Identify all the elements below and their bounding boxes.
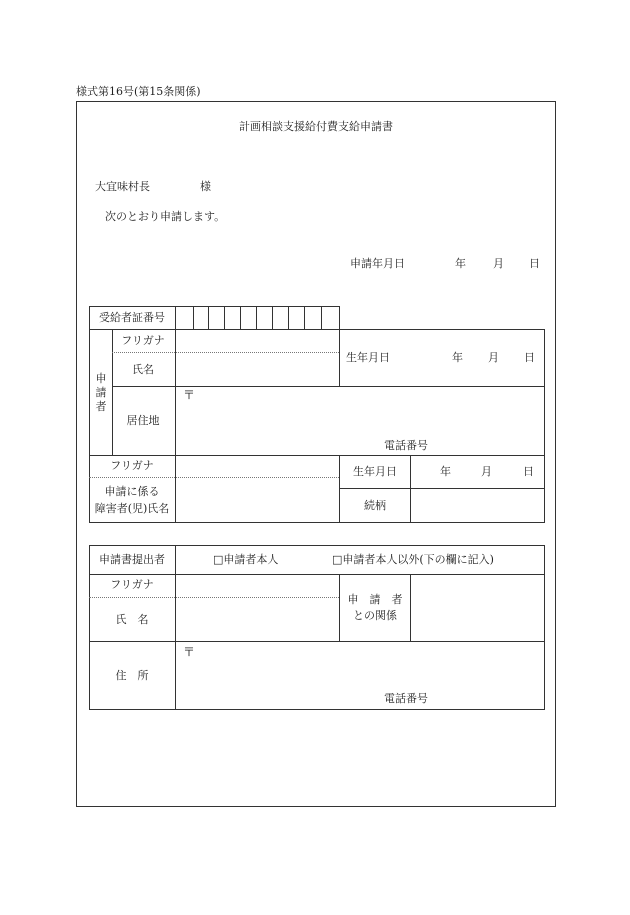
addressee-honorific: 様 [200,180,211,193]
submitter-address-field[interactable] [176,642,544,709]
intro-text: 次のとおり申請します。 [105,210,226,223]
applicant-birth-year[interactable]: 年 [452,351,463,364]
submitter-address-label: 住 所 [115,669,149,682]
disabled-name-label-1: 申請に係る [104,485,160,498]
submitter-option-self[interactable]: □申請者本人 [213,553,279,566]
disabled-relation-label: 続柄 [364,499,386,512]
submitter-relation-field[interactable] [411,575,544,641]
applicant-birth-label: 生年月日 [346,351,390,364]
form-number: 様式第16号(第15条関係) [76,85,201,98]
applicant-address-field[interactable] [176,387,544,455]
applicant-side-label: 申 請 者 [95,372,107,413]
application-date-year[interactable]: 年 [455,257,466,270]
disabled-furigana-label: フリガナ [110,459,154,472]
disabled-birth-year[interactable]: 年 [440,465,451,478]
form-title: 計画相談支援給付費支給申請書 [239,120,393,133]
disabled-birth-month[interactable]: 月 [481,465,492,478]
submitter-relation-label-1: 申 請 者 [347,593,403,606]
application-date-label: 申請年月日 [350,257,405,270]
disabled-name-field[interactable] [176,456,339,522]
applicant-postal-mark: 〒 [183,388,196,402]
submitter-postal-mark: 〒 [183,645,196,659]
applicant-address-label: 居住地 [126,414,160,427]
application-date-month[interactable]: 月 [493,257,504,270]
submitter-furigana-label: フリガナ [110,578,154,591]
disabled-birth-day[interactable]: 日 [523,465,534,478]
submitter-relation-label-2: との関係 [353,609,397,622]
addressee-name: 大宜味村長 [95,180,150,193]
submitter-option-other[interactable]: □申請者本人以外(下の欄に記入) [332,553,494,566]
application-date-day[interactable]: 日 [529,257,540,270]
submitter-name-label: 氏 名 [115,613,149,626]
disabled-relation-field[interactable] [411,489,544,522]
applicant-name-label: 氏名 [132,363,154,376]
applicant-birth-day[interactable]: 日 [524,351,535,364]
applicant-furigana-label: フリガナ [121,334,165,347]
disabled-name-label-2: 障害者(児)氏名 [94,502,170,515]
applicant-phone-label: 電話番号 [384,439,428,452]
submitter-name-field[interactable] [176,575,339,641]
submitter-phone-label: 電話番号 [384,692,428,705]
applicant-name-field[interactable] [176,330,339,386]
disabled-birth-label: 生年月日 [353,465,397,478]
applicant-birth-month[interactable]: 月 [488,351,499,364]
submitter-label: 申請書提出者 [99,553,165,566]
recipient-id-label: 受給者証番号 [99,311,165,324]
